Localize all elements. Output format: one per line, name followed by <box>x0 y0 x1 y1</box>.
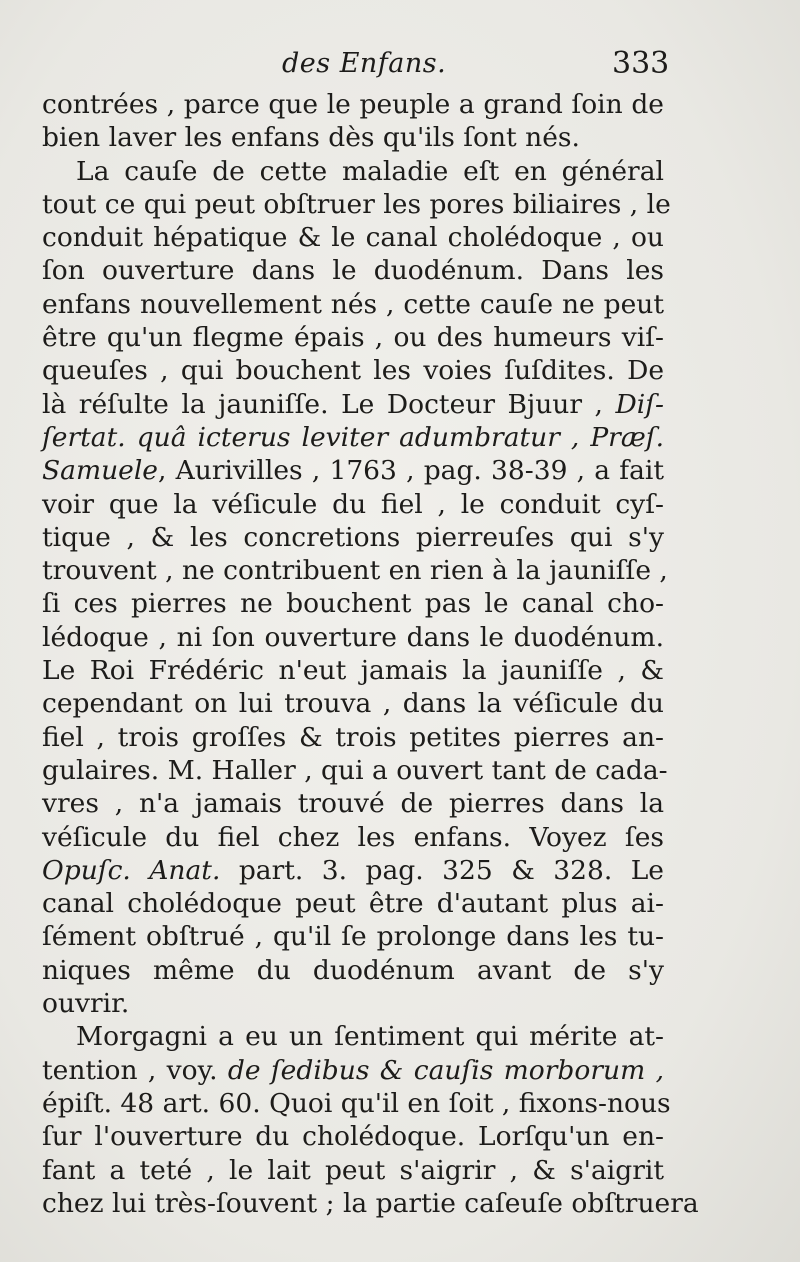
text-line <box>42 388 664 421</box>
text-line-main: enfans nouvellement nés , cette cauſe ne peut <box>42 288 664 320</box>
text-line <box>42 654 664 687</box>
text-line-main: tique , & les concretions pierreuſes qui s'y <box>42 521 664 553</box>
text-line-main: tention , voy. <box>42 1054 228 1086</box>
text-line <box>42 454 664 487</box>
text-line-main: ſur l'ouverture du cholédoque. Lorſqu'un en- <box>42 1121 664 1153</box>
text-line-main: là réſulte la jauniſſe. Le Docteur Bjuur , <box>42 388 616 420</box>
body-text <box>42 88 699 1220</box>
text-line <box>42 1154 664 1187</box>
text-line-main: niques même du duodénum avant de s'y <box>42 954 664 986</box>
text-line <box>42 1054 664 1087</box>
text-line-main: lédoque , ni ſon ouverture dans le duodénum. <box>42 621 664 653</box>
text-line <box>42 754 668 787</box>
text-line <box>42 321 664 354</box>
text-line-main: queuſes , qui bouchent les voies ſuſdites. De <box>42 355 664 387</box>
text-line-main: ouvrir. <box>42 988 130 1020</box>
text-line-main: bien laver les enfans dès qu'ils ſont nés. <box>42 122 580 154</box>
text-line <box>42 887 664 920</box>
text-line-main: Opuſc. Anat. <box>42 854 221 886</box>
text-line-main: cependant on lui trouva , dans la véſicule du <box>42 688 664 720</box>
text-line <box>42 488 664 521</box>
text-line <box>42 354 664 387</box>
text-line <box>42 155 664 188</box>
text-line-main: gulaires. M. Haller , qui a ouvert tant de cada- <box>42 754 668 786</box>
running-head: des Enfans. <box>282 48 447 79</box>
text-line-tail: , Aurivilles , 1763 , pag. 38-39 , a fait <box>158 455 664 487</box>
text-line <box>42 1120 664 1153</box>
text-line-main: véſicule du fiel chez les enfans. Voyez ſes <box>42 821 664 853</box>
text-line <box>42 1187 699 1220</box>
text-line <box>42 554 668 587</box>
text-line-main: être qu'un flegme épais , ou des humeurs viſ- <box>42 322 664 354</box>
text-line <box>42 421 664 454</box>
text-line <box>42 521 664 554</box>
text-line-main: tout ce qui peut obſtruer les pores biliaires , le <box>42 188 671 220</box>
text-line <box>42 121 664 154</box>
text-line-main: ſon ouverture dans le duodénum. Dans les <box>42 255 664 287</box>
text-line-main: fiel , trois groſſes & trois petites pierres an- <box>42 721 664 753</box>
text-line <box>42 621 664 654</box>
text-line-main: contrées , parce que le peuple a grand ſoin de <box>42 89 664 120</box>
text-line-main: La cauſe de cette maladie eſt en général <box>76 155 664 187</box>
text-line <box>42 288 664 321</box>
text-line-main: vres , n'a jamais trouvé de pierres dans la <box>42 788 664 820</box>
text-line <box>42 954 664 987</box>
text-line-main: Samuele <box>42 455 158 487</box>
text-line-main: épiſt. 48 art. 60. Quoi qu'il en ſoit , fixons-nous <box>42 1087 671 1119</box>
text-line <box>42 787 664 820</box>
page-header <box>0 46 800 86</box>
text-line-main: ſément obſtrué , qu'il ſe prolonge dans les tu- <box>42 921 664 953</box>
page-number: 333 <box>612 46 670 81</box>
text-line <box>42 1087 671 1120</box>
text-line-main: chez lui très-ſouvent ; la partie caſeuſe obſtruera <box>42 1187 699 1219</box>
text-line <box>42 188 671 221</box>
text-line <box>42 821 664 854</box>
text-line-main: Le Roi Frédéric n'eut jamais la jauniſſe , & <box>42 655 664 687</box>
text-line-main: ſertat. quâ icterus leviter adumbratur , Præſ. <box>42 421 664 453</box>
text-line-tail-italic: de ſedibus & cauſis morborum , <box>227 1054 664 1086</box>
text-line <box>42 721 664 754</box>
text-line-main: canal cholédoque peut être d'autant plus ai- <box>42 888 664 920</box>
text-line-main: voir que la véſicule du fiel , le conduit cyſ- <box>42 488 664 520</box>
text-line <box>42 1020 664 1053</box>
text-line <box>42 88 664 121</box>
text-line <box>42 221 664 254</box>
text-line <box>42 687 664 720</box>
text-line <box>42 587 664 620</box>
text-line-main: conduit hépatique & le canal cholédoque , ou <box>42 222 664 254</box>
text-line-main: fant a teté , le lait peut s'aigrir , & s'aigrit <box>42 1154 664 1186</box>
text-line <box>42 854 664 887</box>
text-line <box>42 254 664 287</box>
text-line-main: Morgagni a eu un ſentiment qui mérite at- <box>76 1021 664 1053</box>
text-line-main: ſi ces pierres ne bouchent pas le canal cho- <box>42 588 664 620</box>
text-line-tail-italic: Diſ- <box>615 388 664 420</box>
text-line-tail: part. 3. pag. 325 & 328. Le <box>220 854 664 886</box>
text-line <box>42 920 664 953</box>
text-line <box>42 987 664 1020</box>
text-line-main: trouvent , ne contribuent en rien à la jauniſſe , <box>42 555 668 587</box>
